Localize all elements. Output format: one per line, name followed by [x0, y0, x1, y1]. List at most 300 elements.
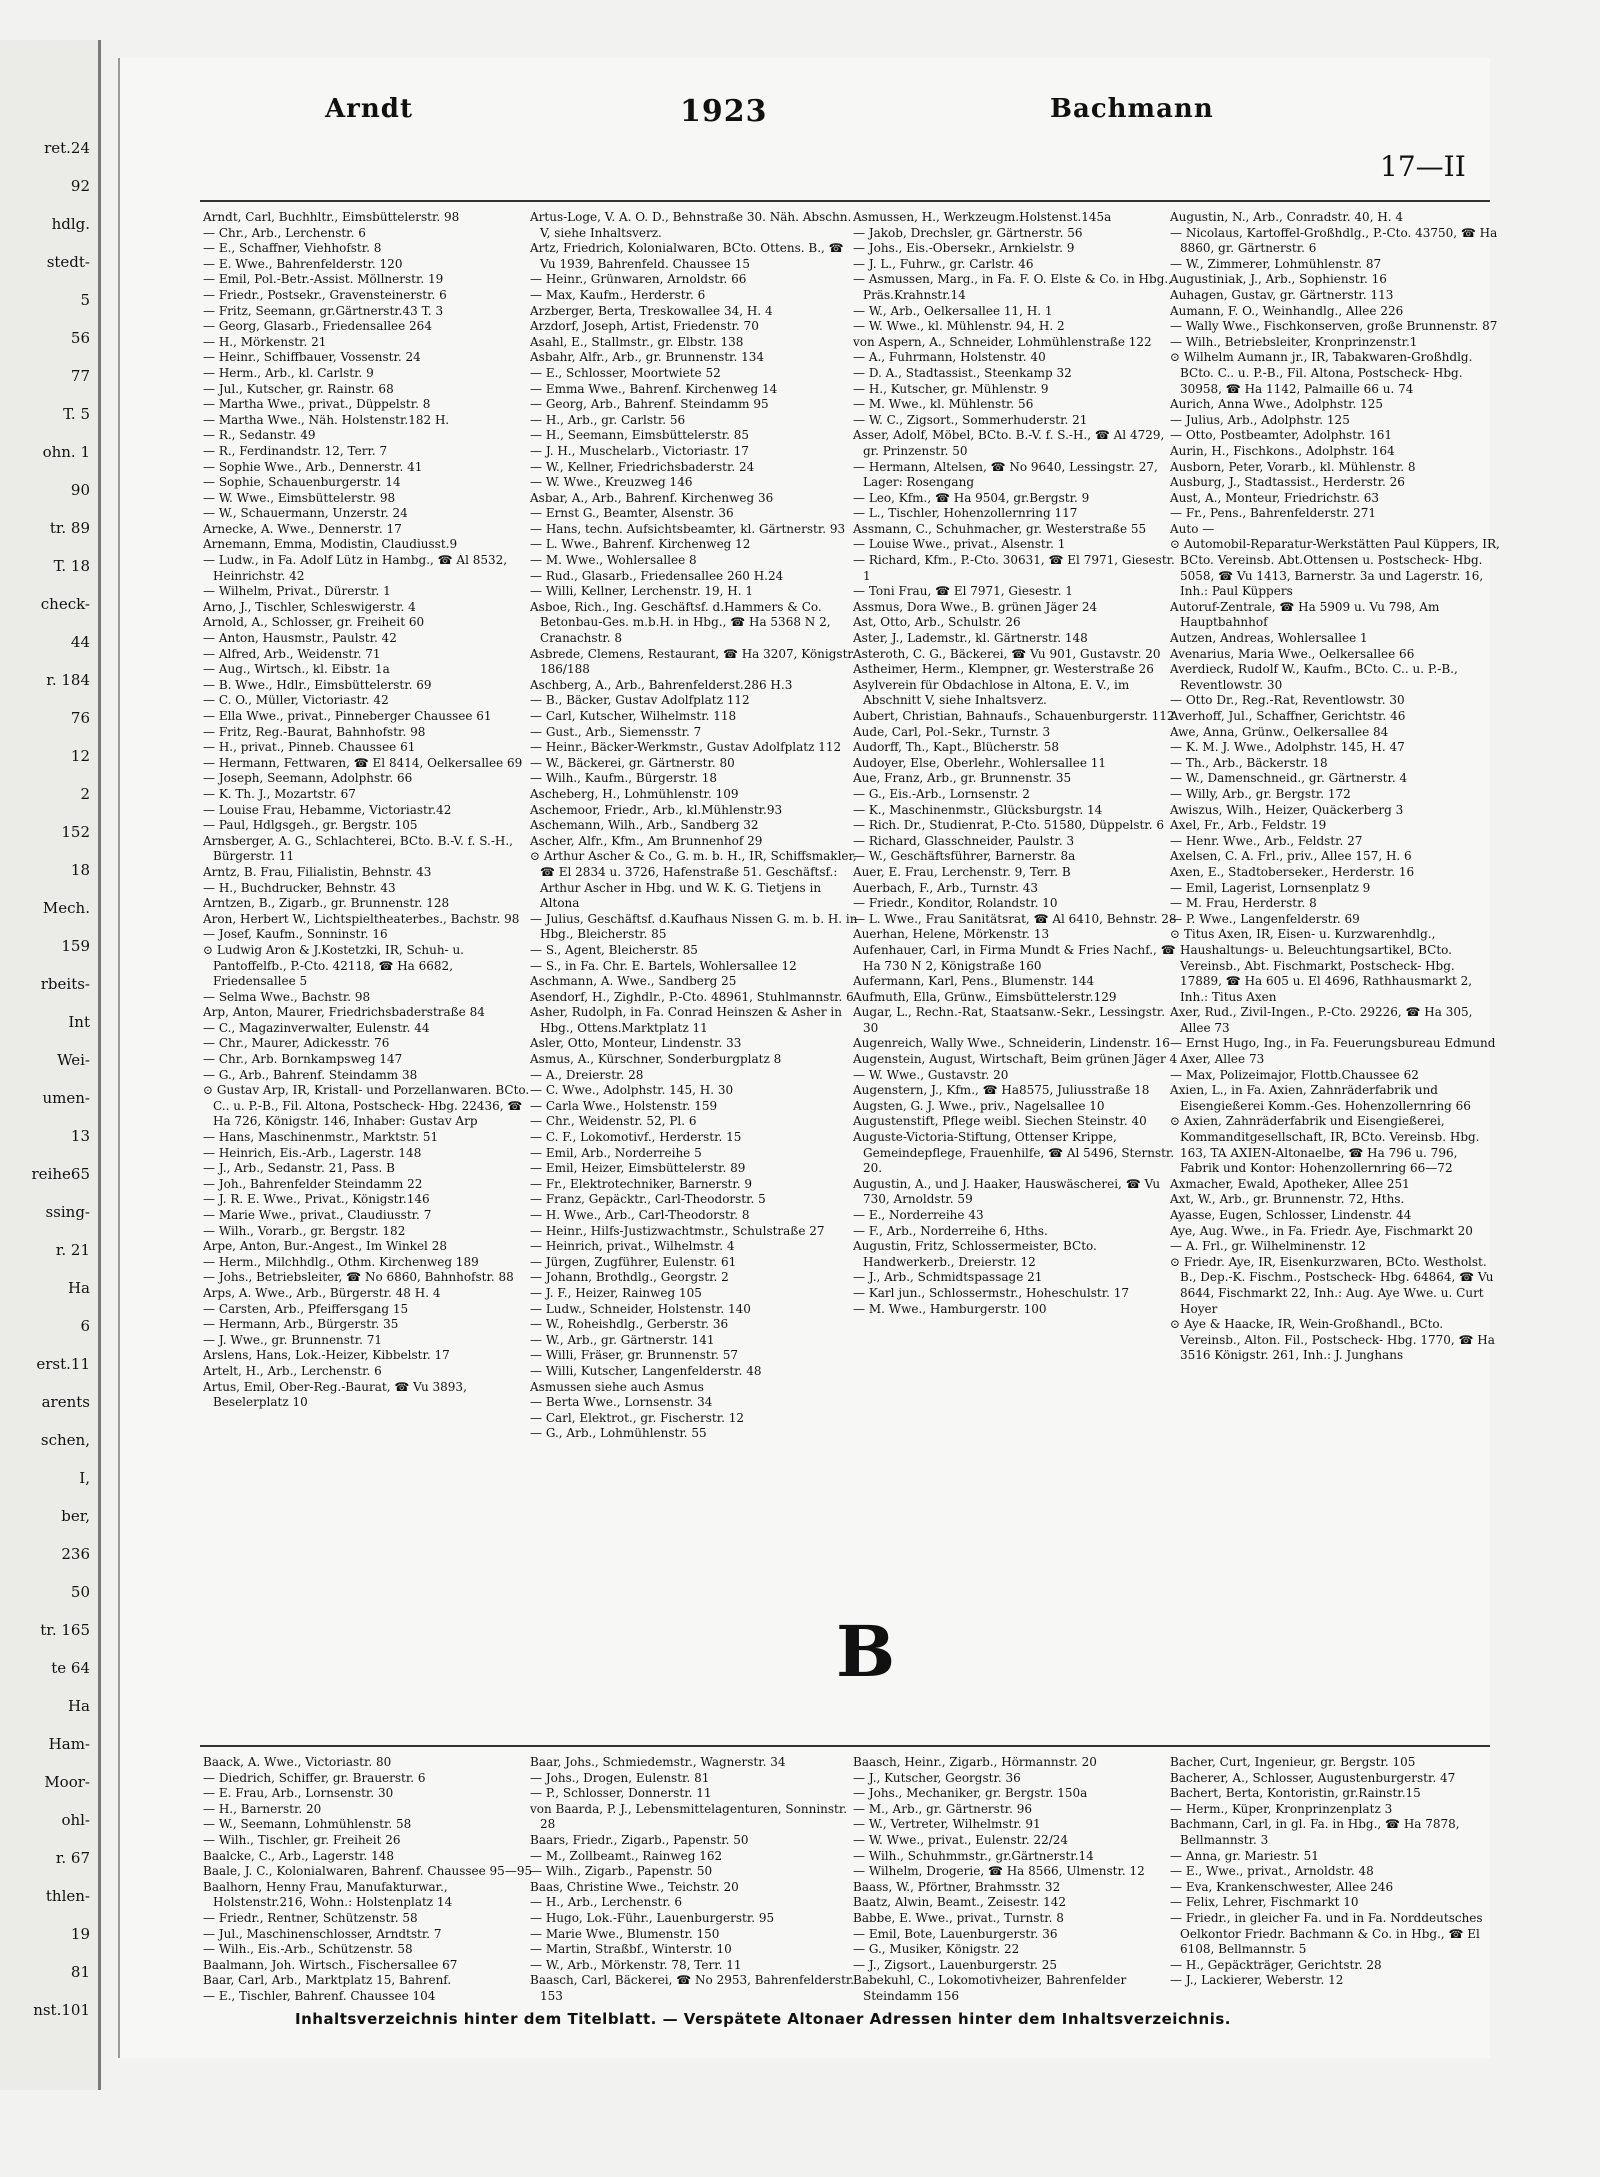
directory-entry: Asmussen siehe auch Asmus [530, 1379, 704, 1394]
directory-entry: Arno, J., Tischler, Schleswigerstr. 4 [203, 599, 416, 614]
directory-entry: Auguste-Victoria-Stiftung, Ottenser Krippe, Gemeindepflege, Frauenhilfe, ☎ Al 5496, Sternstr. 20. [853, 1130, 1175, 1176]
directory-entry: Aron, Herbert W., Lichtspieltheaterbes., Bachstr. 98 [203, 911, 520, 926]
directory-entry: — M. Wwe., Hamburgerstr. 100 [853, 1301, 1047, 1316]
directory-entry: Asher, Rudolph, in Fa. Conrad Heinszen & Asher in Hbg., Ottens.Marktplatz 11 [530, 1005, 842, 1035]
directory-entry: — Emil, Lagerist, Lornsenplatz 9 [1170, 880, 1371, 895]
directory-entry: Baale, J. C., Kolonialwaren, Bahrenf. Chaussee 95—95 [203, 1864, 533, 1879]
directory-entry: — E., Wwe., privat., Arnoldstr. 48 [1170, 1864, 1374, 1879]
directory-entry: Asbahr, Alfr., Arb., gr. Brunnenstr. 134 [530, 350, 764, 365]
directory-entry: Augenstein, August, Wirtschaft, Beim grünen Jäger 4 [853, 1052, 1178, 1067]
left-page-fragment: 2 [80, 785, 90, 803]
left-page-fragment: Moor- [44, 1773, 90, 1791]
left-page-fragment: ohl- [61, 1811, 90, 1829]
directory-entry: — Otto Dr., Reg.-Rat, Reventlowstr. 30 [1170, 693, 1405, 708]
directory-entry: — Chr., Arb. Bornkampsweg 147 [203, 1052, 403, 1067]
directory-entry: — Sophie Wwe., Arb., Dennerstr. 41 [203, 459, 423, 474]
directory-entry: — Friedr., Postsekr., Gravensteinerstr. 6 [203, 287, 447, 302]
directory-entry: — Sophie, Schauenburgerstr. 14 [203, 475, 401, 490]
directory-entry: — G., Arb., Bahrenf. Steindamm 38 [203, 1067, 418, 1082]
left-page-fragment: hdlg. [51, 215, 90, 233]
left-page-fragment: tr. 89 [49, 519, 90, 537]
directory-entry: Avenarius, Maria Wwe., Oelkersallee 66 [1170, 646, 1415, 661]
directory-entry: Ayasse, Eugen, Schlosser, Lindenstr. 44 [1170, 1208, 1412, 1222]
directory-entry: Axien, L., in Fa. Axien, Zahnräderfabrik und Eisengießerei Komm.-Ges. Hohenzollernring 66 [1170, 1083, 1471, 1113]
directory-entry: — Hermann, Arb., Bürgerstr. 35 [203, 1317, 399, 1332]
left-page-fragment: 159 [61, 937, 90, 955]
directory-entry: — Hans, techn. Aufsichtsbeamter, kl. Gärtnerstr. 93 [530, 521, 846, 536]
directory-entry: — G., Musiker, Königstr. 22 [853, 1942, 1020, 1957]
directory-entry: — Friedr., in gleicher Fa. und in Fa. Norddeutsches Oelkontor Friedr. Bachmann & Co. in Hbg., ☎ El 6108, Bellmannstr. 5 [1170, 1910, 1483, 1957]
directory-entry: Audorff, Th., Kapt., Blücherstr. 58 [853, 740, 1059, 755]
directory-entry: — Jul., Kutscher, gr. Rainstr. 68 [203, 381, 394, 396]
directory-entry: ⊙ Axien, Zahnräderfabrik und Eisengießerei, Kommanditgesellschaft, IR, BCto. Vereinsb. Hbg. 163, TA AXIEN-Altonaelbe, ☎ Ha 796 u. 796, Fabrik und Kontor: Hohenzollernring 66—72 [1170, 1114, 1480, 1176]
directory-entry: Axmacher, Ewald, Apotheker, Allee 251 [1170, 1176, 1410, 1191]
directory-entry: — Julius, Geschäftsf. d.Kaufhaus Nissen G. m. b. H. in Hbg., Bleicherstr. 85 [530, 911, 858, 942]
directory-entry: — Joh., Bahrenfelder Steindamm 22 [203, 1176, 423, 1191]
section-letter: B [836, 1610, 896, 1693]
directory-entry: — A., Fuhrmann, Holstenstr. 40 [853, 350, 1046, 365]
directory-entry: — Paul, Hdlgsgeh., gr. Bergstr. 105 [203, 818, 418, 833]
directory-entry: Asylverein für Obdachlose in Altona, E. V., im Abschnitt V, siehe Inhaltsverz. [853, 677, 1130, 708]
directory-entry: Aude, Carl, Pol.-Sekr., Turnstr. 3 [853, 724, 1051, 739]
directory-entry: — Wilh., Schuhmmstr., gr.Gärtnerstr.14 [853, 1848, 1094, 1863]
directory-entry: — J. L., Fuhrw., gr. Carlstr. 46 [853, 256, 1034, 271]
directory-entry: — M., Arb., gr. Gärtnerstr. 96 [853, 1801, 1032, 1816]
directory-entry: Auerhan, Helene, Mörkenstr. 13 [853, 927, 1050, 942]
directory-entry: Aufmuth, Ella, Grünw., Eimsbüttelerstr.129 [853, 989, 1117, 1004]
directory-entry: Autzen, Andreas, Wohlersallee 1 [1170, 631, 1368, 646]
directory-entry: Augustin, Fritz, Schlossermeister, BCto. Handwerkerb., Dreierstr. 12 [853, 1239, 1097, 1269]
directory-entry: — W., Zimmerer, Lohmühlenstr. 87 [1170, 256, 1382, 271]
directory-entry: — Chr., Maurer, Adickesstr. 76 [203, 1036, 390, 1051]
directory-entry: — Ernst G., Beamter, Alsenstr. 36 [530, 506, 734, 521]
directory-entry: — E. Wwe., Bahrenfelderstr. 120 [203, 256, 403, 271]
directory-entry: — Henr. Wwe., Arb., Feldstr. 27 [1170, 833, 1363, 848]
directory-entry: — M., Zollbeamt., Rainweg 162 [530, 1848, 723, 1863]
directory-entry: — L., Tischler, Hohenzollernring 117 [853, 506, 1078, 521]
directory-entry: — K. Th. J., Mozartstr. 67 [203, 786, 356, 801]
directory-entry: Arp, Anton, Maurer, Friedrichsbaderstraße 84 [203, 1005, 485, 1020]
directory-entry: — Joseph, Seemann, Adolphstr. 66 [203, 771, 413, 786]
section-rule [200, 1745, 1490, 1747]
directory-entry: — Louise Wwe., privat., Alsenstr. 1 [853, 537, 1066, 552]
directory-entry: — H. Wwe., Arb., Carl-Theodorstr. 8 [530, 1208, 750, 1222]
directory-entry: Artz, Friedrich, Kolonialwaren, BCto. Ottens. B., ☎ Vu 1939, Bahrenfeld. Chaussee 15 [530, 241, 844, 271]
directory-entry: — H., Gepäckträger, Gerichtstr. 28 [1170, 1957, 1382, 1972]
left-page-fragment: 44 [70, 633, 90, 651]
directory-entry: — E., Schlosser, Moortwiete 52 [530, 365, 721, 380]
directory-entry: Aufenhauer, Carl, in Firma Mundt & Fries Nachf., ☎ Ha 730 N 2, Königstraße 160 [853, 942, 1176, 973]
directory-entry: — H., Arb., Lerchenstr. 6 [530, 1895, 682, 1910]
directory-entry: Baasch, Heinr., Zigarb., Hörmannstr. 20 [853, 1755, 1097, 1769]
directory-entry: — Carl, Elektrot., gr. Fischerstr. 12 [530, 1410, 745, 1425]
directory-entry: — C. F., Lokomotivf., Herderstr. 15 [530, 1130, 742, 1145]
directory-entry: — Diedrich, Schiffer, gr. Brauerstr. 6 [203, 1770, 426, 1785]
directory-entry: — W., Roheishdlg., Gerberstr. 36 [530, 1317, 729, 1332]
directory-entry: Axt, W., Arb., gr. Brunnenstr. 72, Hths. [1170, 1192, 1405, 1207]
directory-entry: Ausburg, J., Stadtassist., Herderstr. 26 [1170, 475, 1405, 490]
directory-entry: — F., Arb., Norderreihe 6, Hths. [853, 1223, 1048, 1238]
directory-entry: — Leo, Kfm., ☎ Ha 9504, gr.Bergstr. 9 [853, 490, 1090, 505]
directory-entry: Augustenstift, Pflege weibl. Siechen Steinstr. 40 [853, 1114, 1147, 1129]
directory-entry: — Richard, Kfm., P.-Cto. 30631, ☎ El 7971, Giesestr. 1 [853, 553, 1175, 583]
directory-entry: Bachert, Berta, Kontoristin, gr.Rainstr.15 [1170, 1786, 1421, 1801]
left-page-fragment: te 64 [51, 1659, 90, 1677]
directory-entry: Aue, Franz, Arb., gr. Brunnenstr. 35 [853, 771, 1072, 786]
directory-entry: — H., Seemann, Eimsbüttelerstr. 85 [530, 428, 750, 443]
directory-entry: — Heinr., Hilfs-Justizwachtmstr., Schulstraße 27 [530, 1223, 825, 1238]
directory-entry: Axer, Rud., Zivil-Ingen., P.-Cto. 29226, ☎ Ha 305, Allee 73 [1170, 1005, 1473, 1035]
directory-entry: — Wally Wwe., Fischkonserven, große Brunnenstr. 87 [1170, 319, 1498, 334]
directory-entry: — K. M. J. Wwe., Adolphstr. 145, H. 47 [1170, 740, 1405, 755]
directory-entry: — P., Schlosser, Donnerstr. 11 [530, 1786, 712, 1801]
header-year: 1923 [680, 94, 768, 129]
directory-entry: — Fr., Elektrotechniker, Barnerstr. 9 [530, 1176, 753, 1191]
directory-entry: — Herm., Arb., kl. Carlstr. 9 [203, 365, 374, 380]
directory-entry: — J. F., Heizer, Rainweg 105 [530, 1285, 702, 1300]
left-page-strip [0, 40, 101, 2090]
left-page-fragment: 13 [70, 1127, 90, 1145]
directory-entry: — Emil, Pol.-Betr.-Assist. Möllnerstr. 19 [203, 272, 444, 287]
directory-entry: — Louise Frau, Hebamme, Victoriastr.42 [203, 802, 452, 817]
directory-entry: — W., Kellner, Friedrichsbaderstr. 24 [530, 459, 755, 474]
directory-entry: — Hugo, Lok.-Führ., Lauenburgerstr. 95 [530, 1910, 775, 1925]
directory-entry: ⊙ Wilhelm Aumann jr., IR, Tabakwaren-Großhdlg. BCto. C.. u. P.-B., Fil. Altona, Postscheck- Hbg. 30958, ☎ Ha 1142, Palmaille 66 u. 74 [1170, 350, 1473, 396]
directory-entry: — J., Zigsort., Lauenburgerstr. 25 [853, 1957, 1058, 1972]
directory-entry: — Johs., Betriebsleiter, ☎ No 6860, Bahnhofstr. 88 [203, 1270, 514, 1285]
directory-entry: Aurin, H., Fischkons., Adolphstr. 164 [1170, 443, 1395, 458]
column-1 [203, 210, 533, 1590]
directory-entry: Awiszus, Wilh., Heizer, Quäckerberg 3 [1170, 802, 1404, 817]
directory-entry: Awe, Anna, Grünw., Oelkersallee 84 [1170, 724, 1389, 739]
directory-entry: — W. Wwe., kl. Mühlenstr. 94, H. 2 [853, 319, 1065, 334]
directory-entry: — Karl jun., Schlossermstr., Hoheschulstr. 17 [853, 1285, 1130, 1300]
directory-entry: — Emil, Bote, Lauenburgerstr. 36 [853, 1926, 1058, 1941]
directory-entry: — W. Wwe., privat., Eulenstr. 22/24 [853, 1832, 1069, 1847]
directory-entry: — R., Sedanstr. 49 [203, 428, 316, 443]
directory-entry: ⊙ Friedr. Aye, IR, Eisenkurzwaren, BCto. Westholst. B., Dep.-K. Fischm., Postscheck- Hbg. 64864, ☎ Vu 8644, Fischmarkt 22, Inh.: Aug. Aye Wwe. u. Curt Hoyer [1170, 1254, 1494, 1316]
directory-entry: — M. Wwe., kl. Mühlenstr. 56 [853, 397, 1034, 412]
directory-entry: Asbar, A., Arb., Bahrenf. Kirchenweg 36 [530, 490, 774, 505]
directory-entry [853, 2005, 1183, 2006]
directory-entry: Bachmann, Carl, in gl. Fa. in Hbg., ☎ Ha 7878, Bellmannstr. 3 [1170, 1817, 1460, 1847]
directory-entry: ⊙ Gustav Arp, IR, Kristall- und Porzellanwaren. BCto. C.. u. P.-B., Fil. Altona, Postscheck- Hbg. 22436, ☎ Ha 726, Königstr. 146, Inhaber: Gustav Arp [203, 1083, 530, 1129]
directory-entry: — L. Wwe., Bahrenf. Kirchenweg 12 [530, 537, 751, 552]
directory-entry: Asmussen, H., Werkzeugm.Holstenst.145a [853, 210, 1112, 224]
left-page-fragment: 76 [70, 709, 90, 727]
directory-entry: — Emil, Heizer, Eimsbüttelerstr. 89 [530, 1161, 746, 1176]
directory-entry: — Wilh., Kaufm., Bürgerstr. 18 [530, 771, 717, 786]
directory-entry: Aust, A., Monteur, Friedrichstr. 63 [1170, 490, 1380, 505]
directory-entry: Aschemann, Wilh., Arb., Sandberg 32 [530, 818, 759, 833]
directory-entry: — S., in Fa. Chr. E. Bartels, Wohlersallee 12 [530, 958, 797, 973]
directory-entry: Arntzen, B., Zigarb., gr. Brunnenstr. 128 [203, 896, 450, 911]
directory-entry: Asteroth, C. G., Bäckerei, ☎ Vu 901, Gustavstr. 20 [853, 646, 1161, 661]
directory-entry: — Ludw., in Fa. Adolf Lütz in Hambg., ☎ Al 8532, Heinrichstr. 42 [203, 553, 508, 583]
directory-entry: — Franz, Gepäcktr., Carl-Theodorstr. 5 [530, 1192, 766, 1207]
directory-entry: Baas, Christine Wwe., Teichstr. 20 [530, 1879, 739, 1894]
directory-entry: — J., Kutscher, Georgstr. 36 [853, 1770, 1021, 1785]
directory-entry: Baatz, Alwin, Beamt., Zeisestr. 142 [853, 1895, 1067, 1910]
directory-entry: — Friedr., Rentner, Schützenstr. 58 [203, 1910, 418, 1925]
directory-entry: — J., Lackierer, Weberstr. 12 [1170, 1973, 1344, 1988]
directory-entry: — Willi, Kutscher, Langenfelderstr. 48 [530, 1363, 762, 1378]
directory-entry: — C., Magazinverwalter, Eulenstr. 44 [203, 1020, 430, 1035]
left-page-fragment: ohn. 1 [42, 443, 90, 461]
directory-entry: Augustin, N., Arb., Conradstr. 40, H. 4 [1170, 210, 1404, 224]
left-page-fragment: tr. 165 [40, 1621, 90, 1639]
directory-entry: Baass, W., Pförtner, Brahmsstr. 32 [853, 1879, 1061, 1894]
directory-entry: Aster, J., Lademstr., kl. Gärtnerstr. 148 [853, 631, 1088, 646]
directory-entry: — W. Wwe., Gustavstr. 20 [853, 1067, 1009, 1082]
directory-entry: — J. R. E. Wwe., Privat., Königstr.146 [203, 1192, 430, 1207]
directory-entry: Audoyer, Else, Oberlehr., Wohlersallee 11 [853, 755, 1107, 770]
directory-entry: Axel, Fr., Arb., Feldstr. 19 [1170, 818, 1327, 833]
directory-entry: — W. Wwe., Kreuzweg 146 [530, 475, 693, 490]
directory-entry: — Marie Wwe., privat., Claudiusstr. 7 [203, 1208, 432, 1222]
directory-entry: — Heinrich, privat., Wilhelmstr. 4 [530, 1239, 735, 1254]
left-page-fragment: Ham- [48, 1735, 90, 1753]
directory-entry: — M. Wwe., Wohlersallee 8 [530, 553, 697, 568]
footer-note: Inhaltsverzeichnis hinter dem Titelblatt. — Verspätete Altonaer Adressen hinter dem Inhaltsverzeichnis. [295, 2010, 1231, 2028]
directory-entry: — Alfred, Arb., Weidenstr. 71 [203, 646, 381, 661]
left-page-fragment: umen- [42, 1089, 90, 1107]
header-right-keyword: Bachmann [1050, 94, 1214, 124]
directory-entry: — Th., Arb., Bäckerstr. 18 [1170, 755, 1328, 770]
directory-entry: — Eva, Krankenschwester, Allee 246 [1170, 1879, 1394, 1894]
directory-entry: Baalhorn, Henny Frau, Manufakturwar., Holstenstr.216, Wohn.: Holstenplatz 14 [203, 1879, 453, 1910]
directory-entry: — W., Arb., gr. Gärtnerstr. 141 [530, 1332, 715, 1347]
directory-entry: — B., Bäcker, Gustav Adolfplatz 112 [530, 693, 750, 708]
directory-entry: — Herm., Küper, Kronprinzenplatz 3 [1170, 1801, 1393, 1816]
directory-entry: von Baarda, P. J., Lebensmittelagenturen, Sonninstr. 28 [530, 1801, 848, 1832]
directory-entry: — Emma Wwe., Bahrenf. Kirchenweg 14 [530, 381, 778, 396]
directory-entry: Artus, Emil, Ober-Reg.-Baurat, ☎ Vu 3893, Beselerplatz 10 [203, 1379, 467, 1410]
directory-entry: — H., Buchdrucker, Behnstr. 43 [203, 880, 396, 895]
directory-entry: — E., Schaffner, Viehhofstr. 8 [203, 241, 382, 256]
directory-entry: — A., Dreierstr. 28 [530, 1067, 644, 1082]
directory-entry: — Max, Polizeimajor, Flottb.Chaussee 62 [1170, 1067, 1419, 1082]
directory-entry: Assmann, C., Schuhmacher, gr. Westerstraße 55 [853, 521, 1147, 536]
left-page-fragment: 18 [70, 861, 90, 879]
directory-entry: — M. Frau, Herderstr. 8 [1170, 896, 1317, 911]
directory-entry: — W. C., Zigsort., Sommerhuderstr. 21 [853, 412, 1088, 427]
directory-entry: Ausborn, Peter, Vorarb., kl. Mühlenstr. 8 [1170, 459, 1416, 474]
directory-entry: — Heinr., Grünwaren, Arnoldstr. 66 [530, 272, 747, 287]
directory-entry: — Berta Wwe., Lornsenstr. 34 [530, 1395, 713, 1410]
directory-entry: — Anton, Hausmstr., Paulstr. 42 [203, 631, 397, 646]
directory-entry: — W., Seemann, Lohmühlenstr. 58 [203, 1817, 412, 1832]
directory-entry: Augustiniak, J., Arb., Sophienstr. 16 [1170, 272, 1387, 287]
directory-entry: Baar, Johs., Schmiedemstr., Wagnerstr. 34 [530, 1755, 786, 1769]
directory-entry: — Herm., Milchhdlg., Othm. Kirchenweg 189 [203, 1254, 479, 1269]
directory-entry: Aubert, Christian, Bahnaufs., Schauenburgerstr. 112 [853, 709, 1175, 723]
directory-entry: — W., Damenschneid., gr. Gärtnerstr. 4 [1170, 771, 1408, 786]
directory-entry: — Martha Wwe., privat., Düppelstr. 8 [203, 397, 431, 412]
directory-entry: — J. H., Muschelarb., Victoriastr. 17 [530, 443, 749, 458]
directory-entry: — J., Arb., Sedanstr. 21, Pass. B [203, 1161, 395, 1176]
directory-entry: — Wilh., Zigarb., Papenstr. 50 [530, 1864, 713, 1879]
left-page-fragment: 50 [70, 1583, 90, 1601]
left-page-fragment: r. 21 [55, 1241, 90, 1259]
b-column-4 [1170, 1755, 1500, 2005]
directory-entry: Arntz, B. Frau, Filialistin, Behnstr. 43 [203, 864, 432, 879]
directory-entry: Bacher, Curt, Ingenieur, gr. Bergstr. 105 [1170, 1755, 1416, 1769]
directory-entry: — Johs., Eis.-Obersekr., Arnkielstr. 9 [853, 241, 1075, 256]
left-page-fragment: thlen- [45, 1887, 90, 1905]
directory-entry [530, 2005, 860, 2006]
directory-entry: — Heinr., Bäcker-Werkmstr., Gustav Adolfplatz 112 [530, 740, 842, 755]
directory-entry: Baar, Carl, Arb., Marktplatz 15, Bahrenf. [203, 1973, 452, 1988]
directory-entry: — Selma Wwe., Bachstr. 98 [203, 989, 371, 1004]
directory-entry: — Chr., Weidenstr. 52, Pl. 6 [530, 1114, 697, 1129]
directory-entry: Baalcke, C., Arb., Lagerstr. 148 [203, 1848, 394, 1863]
directory-entry: Arpe, Anton, Bur.-Angest., Im Winkel 28 [203, 1239, 447, 1254]
directory-entry: Augenreich, Wally Wwe., Schneiderin, Lindenstr. 16 [853, 1036, 1170, 1051]
b-column-1 [203, 1755, 533, 2005]
directory-entry: — Jul., Maschinenschlosser, Arndtstr. 7 [203, 1926, 442, 1941]
left-page-fragment: arents [41, 1393, 90, 1411]
directory-entry: Aschmann, A. Wwe., Sandberg 25 [530, 974, 737, 989]
left-page-fragment: ber, [61, 1507, 90, 1525]
directory-entry: — Wilhelm, Drogerie, ☎ Ha 8566, Ulmenstr. 12 [853, 1864, 1145, 1879]
b-column-3 [853, 1755, 1183, 2005]
directory-entry: — Johs., Drogen, Eulenstr. 81 [530, 1770, 710, 1785]
left-page-fragment: stedt- [46, 253, 90, 271]
directory-entry: — G., Eis.-Arb., Lornsenstr. 2 [853, 786, 1030, 801]
directory-entry: — Nicolaus, Kartoffel-Großhdlg., P.-Cto. 43750, ☎ Ha 8860, gr. Gärtnerstr. 6 [1170, 225, 1498, 256]
directory-entry: Augsten, G. J. Wwe., priv., Nagelsallee 10 [853, 1098, 1105, 1113]
directory-entry: Ascher, Alfr., Kfm., Am Brunnenhof 29 [530, 833, 763, 848]
directory-entry: Assmus, Dora Wwe., B. grünen Jäger 24 [853, 599, 1098, 614]
directory-entry: — C. Wwe., Adolphstr. 145, H. 30 [530, 1083, 734, 1098]
directory-entry: — Gust., Arb., Siemensstr. 7 [530, 724, 702, 739]
directory-entry: — Wilh., Tischler, gr. Freiheit 26 [203, 1832, 401, 1847]
directory-entry: — G., Arb., Lohmühlenstr. 55 [530, 1426, 707, 1441]
directory-entry: — J. Wwe., gr. Brunnenstr. 71 [203, 1332, 383, 1347]
directory-entry: Averdieck, Rudolf W., Kaufm., BCto. C.. u. P.-B., Reventlowstr. 30 [1170, 662, 1458, 692]
left-page-fragment: reihe65 [31, 1165, 90, 1183]
directory-entry: — Hans, Maschinenmstr., Marktstr. 51 [203, 1130, 439, 1145]
directory-entry: — S., Agent, Bleicherstr. 85 [530, 942, 698, 957]
left-page-fragment: T. 18 [53, 557, 90, 575]
directory-entry: — Friedr., Konditor, Rolandstr. 10 [853, 896, 1058, 911]
directory-entry: — Otto, Postbeamter, Adolphstr. 161 [1170, 428, 1392, 443]
directory-entry: Aufermann, Karl, Pens., Blumenstr. 144 [853, 974, 1095, 989]
left-page-fragment: I, [79, 1469, 90, 1487]
directory-entry: Arzberger, Berta, Treskowallee 34, H. 4 [530, 303, 773, 318]
column-4 [1170, 210, 1500, 1590]
directory-entry: — H., privat., Pinneb. Chaussee 61 [203, 740, 416, 755]
directory-entry: Asendorf, H., Zighdlr., P.-Cto. 48961, Stuhlmannstr. 6 [530, 989, 854, 1004]
directory-entry: — H., Arb., gr. Carlstr. 56 [530, 412, 686, 427]
directory-entry: — H., Barnerstr. 20 [203, 1801, 322, 1816]
left-page-fragment: 77 [70, 367, 90, 385]
directory-entry: ⊙ Ludwig Aron & J.Kostetzki, IR, Schuh- u. Pantoffelfb., P.-Cto. 42118, ☎ Ha 6682, Friedensallee 5 [203, 942, 464, 989]
directory-entry: ⊙ Titus Axen, IR, Eisen- u. Kurzwarenhdlg., Haushaltungs- u. Beleuchtungsartikel, BCto. Vereinsb., Abt. Fischmarkt, Postscheck- Hbg. 17889, ☎ Ha 605 u. El 4696, Rathhausmarkt 2, Inh.: Titus Axen [1170, 927, 1473, 1004]
directory-entry: — Carl, Kutscher, Wilhelmstr. 118 [530, 709, 737, 723]
directory-entry: — W., Geschäftsführer, Barnerstr. 8a [853, 849, 1076, 864]
column-2 [530, 210, 860, 1590]
page-number: 17—II [1380, 150, 1466, 183]
left-page-fragment: nst.101 [33, 2001, 90, 2019]
directory-entry: — Fr., Pens., Bahrenfelderstr. 271 [1170, 506, 1377, 521]
directory-entry: — Martin, Straßbf., Winterstr. 10 [530, 1942, 732, 1957]
directory-entry: — Marie Wwe., Blumenstr. 150 [530, 1926, 720, 1941]
directory-entry: — J., Arb., Schmidtspassage 21 [853, 1270, 1043, 1285]
directory-entry: Baasch, Carl, Bäckerei, ☎ No 2953, Bahrenfelderstr. 153 [530, 1973, 855, 2003]
left-page-fragment: Mech. [42, 899, 90, 917]
left-page-fragment: 6 [80, 1317, 90, 1335]
directory-entry: — Willy, Arb., gr. Bergstr. 172 [1170, 786, 1351, 801]
directory-entry: Averhoff, Jul., Schaffner, Gerichtstr. 46 [1170, 709, 1406, 723]
directory-entry: — E., Norderreihe 43 [853, 1208, 984, 1222]
directory-entry: — A. Frl., gr. Wilhelminenstr. 12 [1170, 1239, 1366, 1254]
directory-entry: — Heinr., Schiffbauer, Vossenstr. 24 [203, 350, 421, 365]
directory-entry: — H., Kutscher, gr. Mühlenstr. 9 [853, 381, 1049, 396]
header-rule [200, 200, 1490, 202]
directory-entry: Artus-Loge, V. A. O. D., Behnstraße 30. Näh. Abschn. V, siehe Inhaltsverz. [530, 210, 852, 240]
directory-entry: Baars, Friedr., Zigarb., Papenstr. 50 [530, 1832, 749, 1847]
b-column-2 [530, 1755, 860, 2005]
directory-entry: — Wilh., Betriebsleiter, Kronprinzenstr.1 [1170, 334, 1418, 349]
directory-entry: Aumann, F. O., Weinhandlg., Allee 226 [1170, 303, 1404, 318]
directory-entry: Asser, Adolf, Möbel, BCto. B.-V. f. S.-H., ☎ Al 4729, gr. Prinzenstr. 50 [853, 428, 1165, 458]
left-page-fragment: Int [68, 1013, 90, 1031]
directory-entry: — E., Tischler, Bahrenf. Chaussee 104 [203, 1988, 436, 2003]
directory-entry: — Fritz, Seemann, gr.Gärtnerstr.43 T. 3 [203, 303, 444, 318]
directory-entry: — W., Arb., Oelkersallee 11, H. 1 [853, 303, 1053, 318]
directory-entry: Auto — [1170, 521, 1215, 536]
directory-entry: — W., Arb., Mörkenstr. 78, Terr. 11 [530, 1957, 742, 1972]
directory-entry: — Anna, gr. Mariestr. 51 [1170, 1848, 1319, 1863]
left-page-fragment: T. 5 [63, 405, 90, 423]
directory-entry: Baack, A. Wwe., Victoriastr. 80 [203, 1755, 392, 1769]
directory-entry: Astheimer, Herm., Klempner, gr. Westerstraße 26 [853, 662, 1154, 677]
directory-entry: Aschemoor, Friedr., Arb., kl.Mühlenstr.93 [530, 802, 783, 817]
directory-entry: — Georg, Glasarb., Friedensallee 264 [203, 319, 432, 334]
directory-entry: — Carla Wwe., Holstenstr. 159 [530, 1098, 718, 1113]
directory-entry: Ascheberg, H., Lohmühlenstr. 109 [530, 786, 739, 801]
directory-entry: Arnsberger, A. G., Schlachterei, BCto. B.-V. f. S.-H., Bürgerstr. 11 [203, 833, 513, 864]
directory-entry: — Richard, Glasschneider, Paulstr. 3 [853, 833, 1075, 848]
directory-entry: Aschberg, A., Arb., Bahrenfelderst.286 H.3 [530, 677, 793, 692]
left-page-fragment: 90 [70, 481, 90, 499]
directory-entry: — Wilh., Eis.-Arb., Schützenstr. 58 [203, 1942, 413, 1957]
directory-entry: Arps, A. Wwe., Arb., Bürgerstr. 48 H. 4 [203, 1285, 441, 1300]
directory-entry: Augar, L., Rechn.-Rat, Staatsanw.-Sekr., Lessingstr. 30 [853, 1005, 1166, 1035]
left-page-fragment: r. 67 [55, 1849, 90, 1867]
left-page-fragment: 5 [80, 291, 90, 309]
left-page-fragment: Wei- [57, 1051, 90, 1069]
directory-entry: — E. Frau, Arb., Lornsenstr. 30 [203, 1786, 394, 1801]
left-page-fragment: 152 [61, 823, 90, 841]
directory-entry: — Rud., Glasarb., Friedensallee 260 H.24 [530, 568, 784, 583]
left-page-fragment: r. 184 [46, 671, 90, 689]
directory-entry: — P. Wwe., Langenfelderstr. 69 [1170, 911, 1360, 926]
column-3 [853, 210, 1183, 1590]
directory-entry: — Jakob, Drechsler, gr. Gärtnerstr. 56 [853, 225, 1083, 240]
directory-entry: — Toni Frau, ☎ El 7971, Giesestr. 1 [853, 584, 1073, 599]
directory-entry: — Martha Wwe., Näh. Holstenstr.182 H. [203, 412, 450, 427]
directory-entry: — Fritz, Reg.-Baurat, Bahnhofstr. 98 [203, 724, 426, 739]
left-page-fragment: 81 [70, 1963, 90, 1981]
left-page-fragment: check- [40, 595, 90, 613]
directory-entry: — Chr., Arb., Lerchenstr. 6 [203, 225, 366, 240]
directory-entry: — Asmussen, Marg., in Fa. F. O. Elste & Co. in Hbg., Präs.Krahnstr.14 [853, 272, 1173, 302]
directory-entry: ⊙ Arthur Ascher & Co., G. m. b. H., IR, Schiffsmakler, ☎ El 2834 u. 3726, Hafenstraße 51. Geschäftsf.: Arthur Ascher in Hbg. und W. K. G. Tietjens in Altona [530, 849, 857, 911]
directory-entry: — Ludw., Schneider, Holstenstr. 140 [530, 1301, 751, 1316]
